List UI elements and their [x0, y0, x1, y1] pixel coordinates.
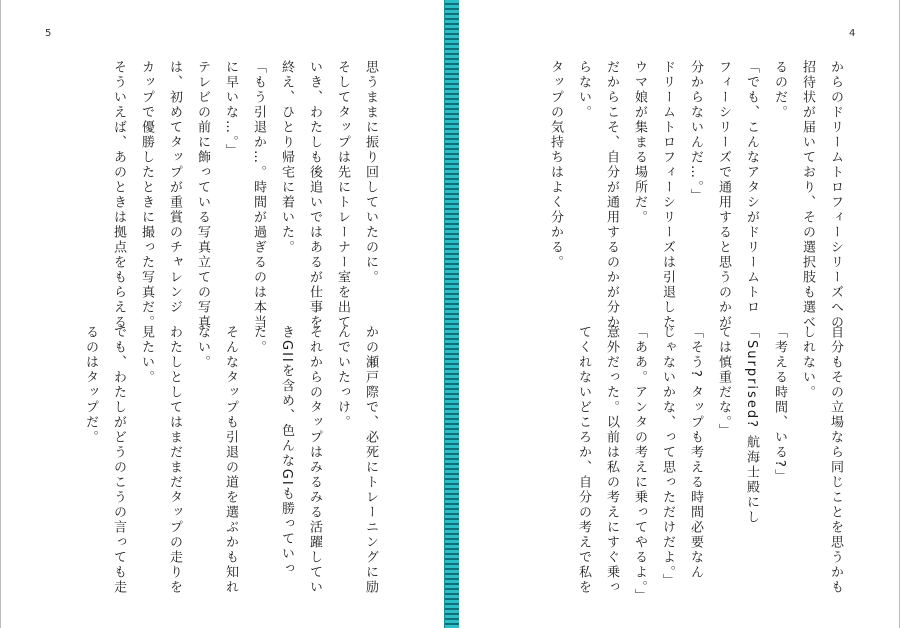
- text-line: 「でも、こんなアタシがドリームトロ: [744, 60, 759, 315]
- text-line: 「考える時間、いる?」: [772, 325, 787, 484]
- text-line: 終え、ひとり帰宅に着いた。: [279, 60, 294, 255]
- text-line: 見たい。: [139, 325, 154, 385]
- text-block-upper: [104, 60, 384, 330]
- text-block-lower: [76, 325, 384, 595]
- text-line: わたしとしてはまだまだタップの走りを: [167, 325, 182, 595]
- text-line: ては慎重だな。」: [716, 325, 731, 439]
- text-line: そういえば、あのときは拠点をもらえる: [111, 60, 126, 330]
- text-line: そんなタップも引退の道を選ぶかも知れ: [223, 325, 238, 595]
- text-line: に早いな…。」: [223, 60, 238, 159]
- book-spine-gutter: [444, 0, 460, 628]
- text-line: た。: [251, 325, 266, 355]
- text-line: しれない。: [800, 325, 815, 400]
- text-line: きGIIを含め、色んなGIも勝っていっ: [279, 325, 294, 577]
- text-line: は、初めてタップが重賞のチャレンジ: [167, 60, 182, 315]
- right-page[interactable]: [459, 0, 899, 628]
- text-line: いき、わたしも後追いではあるが仕事を: [307, 60, 322, 330]
- text-line: カップで優勝したときに撮った写真だ。: [139, 60, 154, 330]
- text-line: それからのタップはみるみる活躍してい: [307, 325, 322, 595]
- text-line: るのだ。: [772, 60, 787, 120]
- text-line: タップの気持ちはよく分かる。: [548, 60, 563, 270]
- text-line: るのはタップだ。: [83, 325, 98, 445]
- text-line: フィーシリーズで通用すると思うのかが: [716, 60, 731, 330]
- text-line: ない。: [195, 325, 210, 370]
- text-line: 「そう? タップも考える時間必要なん: [688, 325, 703, 581]
- text-line: 分からないんだ…。」: [688, 60, 703, 204]
- page-number: 4: [849, 28, 856, 39]
- text-line: そしてタップは先にトレーナー室を出て: [335, 60, 350, 330]
- page-number: 5: [45, 28, 52, 39]
- text-line: 意外だった。以前は私の考えにすぐ乗っ: [604, 325, 619, 595]
- text-line: んでいたっけ。: [335, 325, 350, 430]
- text-line: ウマ娘が集まる場所だ。: [632, 60, 647, 225]
- text-line: 招待状が届いており、その選択肢も選べ: [800, 60, 815, 330]
- text-line: 「Surprised? 航海士殿にし: [744, 325, 759, 526]
- text-line: かの瀬戸際で、必死にトレーニングに励: [363, 325, 378, 595]
- text-line: 「ああ。アンタの考えに乗ってやるよ。」: [632, 325, 647, 604]
- text-line: らない。: [576, 60, 591, 120]
- text-line: ドリームトロフィーシリーズは引退した: [660, 60, 675, 330]
- text-line: からのドリームトロフィーシリーズへの: [828, 60, 843, 330]
- text-line: でも、わたしがどうのこうの言っても走: [111, 325, 126, 595]
- text-block-upper: [541, 60, 849, 330]
- text-line: テレビの前に飾っている写真立ての写真: [195, 60, 210, 330]
- text-line: じゃないかな、って思っただけだよ。」: [660, 325, 675, 589]
- text-line: てくれないどころか、自分の考えで私を: [576, 325, 591, 595]
- text-line: だからこそ、自分が通用するのかが分か: [604, 60, 619, 330]
- text-block-lower: [569, 325, 849, 604]
- text-line: 思うままに振り回していたのに。: [363, 60, 378, 285]
- text-line: 「もう引退か…。時間が過ぎるのは本当: [251, 60, 266, 330]
- text-line: 自分もその立場なら同じことを思うかも: [828, 325, 843, 595]
- left-page[interactable]: [1, 0, 444, 628]
